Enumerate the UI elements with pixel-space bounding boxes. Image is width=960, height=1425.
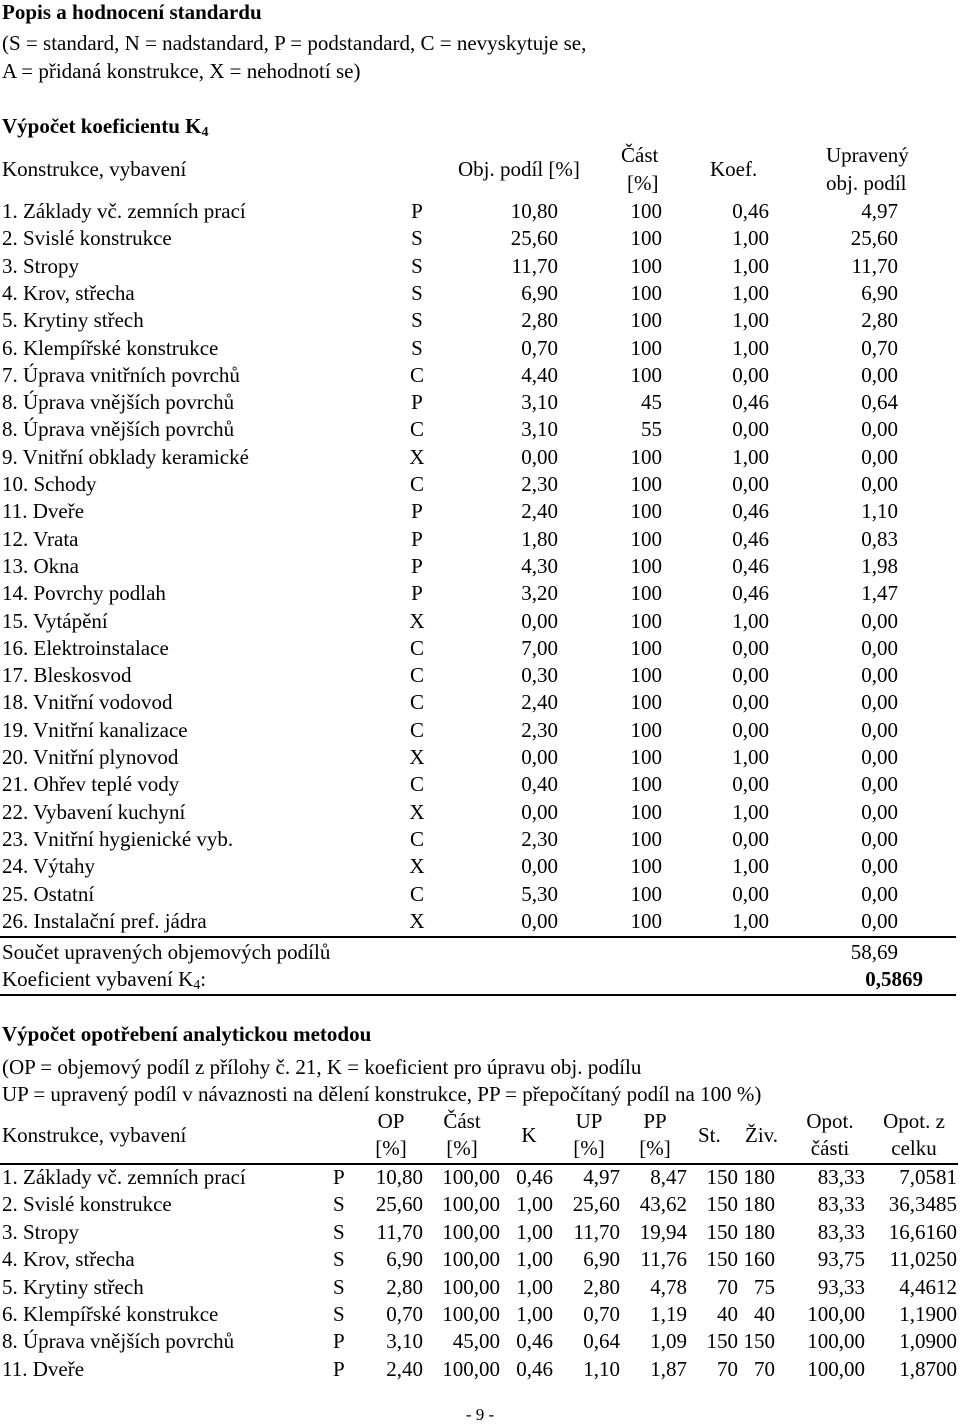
wear-header-pp-2: [%] <box>639 1136 671 1160</box>
k4-cell-standard: C <box>409 635 424 660</box>
k4-cell-koef: 0,46 <box>732 199 769 223</box>
k4-cell-name: 11. Dveře <box>2 499 85 524</box>
k4-cell-cast: 100 <box>630 663 662 688</box>
wear-cell-pp: 19,94 <box>639 1219 687 1244</box>
k4-cell-name: 10. Schody <box>2 472 97 496</box>
k4-cell-koef: 1,00 <box>732 280 769 305</box>
k4-cell-koef: 0,00 <box>732 472 769 496</box>
k4-cell-standard: C <box>409 690 424 715</box>
k4-cell-standard: S <box>411 308 423 333</box>
k4-cell-standard: C <box>409 417 424 442</box>
wear-cell-opot-casti: 93,33 <box>817 1274 865 1299</box>
k4-cell-name: 23. Vnitřní hygienické vyb. <box>2 826 234 851</box>
wear-cell-up: 4,97 <box>583 1165 620 1189</box>
k4-cell-obj: 4,40 <box>521 362 558 387</box>
k4-cell-upraveny: 0,00 <box>861 772 898 797</box>
k4-cell-koef: 1,00 <box>732 444 769 469</box>
k4-cell-koef: 0,00 <box>732 717 769 742</box>
k4-cell-obj: 0,00 <box>521 444 558 469</box>
wear-cell-up: 6,90 <box>583 1247 620 1272</box>
wear-cell-up: 1,10 <box>583 1356 620 1381</box>
wear-cell-standard: S <box>333 1302 345 1326</box>
k4-cell-obj: 2,30 <box>521 717 558 742</box>
wear-cell-op: 10,80 <box>375 1165 423 1189</box>
k4-cell-name: 14. Povrchy podlah <box>2 581 166 606</box>
k4-cell-obj: 6,90 <box>521 280 558 305</box>
k4-cell-koef: 1,00 <box>732 308 769 333</box>
standard-legend-line-1: (S = standard, N = nadstandard, P = podstandard, C = nevyskytuje se, <box>2 31 587 55</box>
k4-cell-upraveny: 0,00 <box>861 826 898 851</box>
k4-cell-name: 26. Instalační pref. jádra <box>2 908 207 933</box>
k4-cell-standard: S <box>411 226 423 251</box>
wear-header-name: Konstrukce, vybavení <box>2 1123 187 1147</box>
k4-cell-obj: 2,80 <box>521 308 558 333</box>
k4-cell-cast: 100 <box>630 854 662 879</box>
wear-cell-up: 2,80 <box>583 1274 620 1299</box>
k4-cell-obj: 0,00 <box>521 608 558 633</box>
k4-cell-koef: 0,00 <box>732 362 769 387</box>
k4-cell-upraveny: 0,00 <box>861 472 898 496</box>
k4-cell-name: 12. Vrata <box>2 526 79 551</box>
wear-cell-standard: P <box>333 1356 345 1381</box>
k4-cell-standard: C <box>409 772 424 797</box>
wear-cell-k: 0,46 <box>516 1356 553 1381</box>
k4-cell-koef: 0,46 <box>732 553 769 578</box>
wear-header-op-1: OP <box>377 1109 405 1133</box>
k4-cell-upraveny: 1,47 <box>861 581 898 606</box>
wear-header-opot-celku-1: Opot. z <box>883 1109 945 1133</box>
k4-header-cast-1: Část <box>621 143 659 167</box>
k4-cell-upraveny: 0,00 <box>861 417 898 442</box>
k4-cell-cast: 100 <box>630 826 662 851</box>
k4-cell-obj: 3,10 <box>521 390 558 415</box>
k4-cell-standard: X <box>409 444 425 469</box>
k4-cell-cast: 100 <box>630 280 662 305</box>
k4-cell-name: 21. Ohřev teplé vody <box>2 772 180 797</box>
wear-cell-k: 1,00 <box>516 1274 553 1299</box>
wear-cell-ziv: 180 <box>743 1219 775 1244</box>
k4-coef-rule <box>0 994 956 996</box>
k4-header-cast-2: [%] <box>627 171 659 195</box>
k4-cell-name: 6. Klempířské konstrukce <box>2 335 219 360</box>
wear-cell-cast: 100,00 <box>442 1274 500 1299</box>
wear-cell-k: 1,00 <box>516 1247 553 1272</box>
k4-cell-standard: S <box>411 335 423 360</box>
k4-cell-name: 18. Vnitřní vodovod <box>2 690 173 715</box>
k4-cell-standard: P <box>411 390 423 415</box>
wear-cell-ziv: 160 <box>743 1247 775 1272</box>
k4-cell-standard: X <box>409 745 425 769</box>
k4-cell-koef: 1,00 <box>732 608 769 633</box>
wear-cell-opot-celku: 16,6160 <box>888 1219 957 1244</box>
k4-cell-name: 24. Výtahy <box>2 854 95 879</box>
k4-header-upraveny-2: obj. podíl <box>826 171 907 195</box>
k4-header-obj: Obj. podíl [%] <box>458 157 580 181</box>
k4-coef-label: Koeficient vybavení $K_4$: <box>2 967 207 993</box>
wear-cell-opot-casti: 83,33 <box>817 1219 865 1244</box>
k4-cell-obj: 1,80 <box>521 526 558 551</box>
k4-cell-koef: 0,00 <box>732 690 769 715</box>
wear-cell-k: 0,46 <box>516 1329 553 1354</box>
wear-cell-opot-celku: 11,0250 <box>889 1247 957 1272</box>
wear-cell-name: 1. Základy vč. zemních prací <box>2 1165 246 1189</box>
wear-cell-up: 0,64 <box>583 1329 620 1354</box>
k4-cell-upraveny: 2,80 <box>861 308 898 333</box>
k4-cell-cast: 55 <box>641 417 662 442</box>
k4-cell-koef: 1,00 <box>732 226 769 251</box>
k4-cell-koef: 1,00 <box>732 335 769 360</box>
k4-cell-upraveny: 0,00 <box>861 690 898 715</box>
wear-cell-k: 1,00 <box>516 1302 553 1326</box>
k4-cell-upraveny: 0,00 <box>861 663 898 688</box>
k4-cell-standard: X <box>409 908 425 933</box>
wear-cell-name: 8. Úprava vnějších povrchů <box>2 1329 235 1354</box>
k4-cell-cast: 100 <box>630 881 662 906</box>
k4-cell-koef: 0,46 <box>732 499 769 524</box>
wear-cell-cast: 100,00 <box>442 1165 500 1189</box>
k4-sum-rule <box>0 936 956 938</box>
k4-cell-upraveny: 4,97 <box>861 199 898 223</box>
k4-cell-obj: 2,40 <box>521 499 558 524</box>
k4-cell-obj: 11,70 <box>511 253 558 278</box>
k4-cell-obj: 2,30 <box>521 472 558 496</box>
section-title-k4: Výpočet koeficientu $K_4$ <box>2 114 209 140</box>
wear-cell-pp: 1,09 <box>650 1329 687 1354</box>
k4-cell-upraveny: 0,00 <box>861 745 898 769</box>
k4-cell-koef: 1,00 <box>732 253 769 278</box>
wear-cell-st: 150 <box>706 1329 738 1354</box>
k4-cell-cast: 100 <box>630 717 662 742</box>
k4-cell-cast: 100 <box>630 335 662 360</box>
k4-coef-value: 0,5869 <box>865 967 923 991</box>
wear-cell-ziv: 180 <box>743 1165 775 1189</box>
k4-cell-standard: C <box>409 362 424 387</box>
k4-cell-koef: 0,46 <box>732 526 769 551</box>
wear-cell-ziv: 150 <box>743 1329 775 1354</box>
k4-cell-upraveny: 0,00 <box>861 717 898 742</box>
wear-cell-k: 1,00 <box>516 1219 553 1244</box>
wear-cell-standard: S <box>333 1247 345 1272</box>
wear-header-k: K <box>521 1123 537 1147</box>
k4-header-koef: Koef. <box>710 157 758 181</box>
k4-cell-upraveny: 0,64 <box>861 390 898 415</box>
k4-cell-obj: 10,80 <box>510 199 558 223</box>
k4-cell-cast: 100 <box>630 908 662 933</box>
wear-cell-op: 25,60 <box>375 1192 423 1217</box>
k4-cell-cast: 100 <box>630 635 662 660</box>
k4-cell-standard: X <box>409 799 425 824</box>
wear-cell-cast: 100,00 <box>442 1247 500 1272</box>
k4-cell-cast: 100 <box>630 499 662 524</box>
wear-cell-standard: S <box>333 1274 345 1299</box>
k4-cell-obj: 0,70 <box>521 335 558 360</box>
k4-cell-standard: C <box>409 472 424 496</box>
wear-cell-op: 6,90 <box>386 1247 423 1272</box>
k4-cell-upraveny: 0,00 <box>861 881 898 906</box>
k4-cell-obj: 7,00 <box>521 635 558 660</box>
k4-cell-upraveny: 0,00 <box>861 908 898 933</box>
wear-cell-ziv: 75 <box>754 1274 775 1299</box>
k4-header-upraveny-1: Upravený <box>826 143 909 167</box>
section-title-standard: Popis a hodnocení standardu <box>2 0 262 24</box>
k4-cell-koef: 1,00 <box>732 908 769 933</box>
k4-cell-name: 13. Okna <box>2 553 79 578</box>
k4-cell-standard: P <box>411 199 423 223</box>
k4-cell-standard: X <box>409 608 425 633</box>
k4-cell-standard: S <box>411 280 423 305</box>
k4-cell-name: 4. Krov, střecha <box>2 280 135 305</box>
k4-cell-name: 19. Vnitřní kanalizace <box>2 717 188 742</box>
k4-cell-name: 20. Vnitřní plynovod <box>2 745 179 769</box>
k4-cell-cast: 100 <box>630 690 662 715</box>
k4-cell-cast: 100 <box>630 553 662 578</box>
k4-cell-obj: 2,30 <box>521 826 558 851</box>
k4-cell-upraveny: 0,00 <box>861 608 898 633</box>
wear-cell-st: 70 <box>717 1356 738 1381</box>
wear-cell-opot-casti: 83,33 <box>817 1192 865 1217</box>
wear-cell-ziv: 40 <box>754 1302 775 1326</box>
wear-cell-cast: 100,00 <box>442 1192 500 1217</box>
k4-cell-upraveny: 0,00 <box>861 854 898 879</box>
k4-cell-upraveny: 1,10 <box>861 499 898 524</box>
k4-cell-obj: 0,40 <box>521 772 558 797</box>
wear-cell-opot-celku: 4,4612 <box>899 1274 957 1299</box>
wear-cell-opot-casti: 100,00 <box>807 1329 865 1354</box>
wear-header-st: St. <box>698 1123 721 1147</box>
k4-cell-obj: 4,30 <box>521 553 558 578</box>
section-title-wear: Výpočet opotřebení analytickou metodou <box>2 1022 372 1046</box>
wear-cell-pp: 4,78 <box>650 1274 687 1299</box>
wear-cell-pp: 8,47 <box>650 1165 687 1189</box>
k4-header-name: Konstrukce, vybavení <box>2 157 187 181</box>
k4-cell-obj: 5,30 <box>521 881 558 906</box>
k4-cell-name: 9. Vnitřní obklady keramické <box>2 444 249 469</box>
wear-header-op-2: [%] <box>375 1136 407 1160</box>
k4-cell-name: 8. Úprava vnějších povrchů <box>2 417 235 442</box>
wear-cell-up: 25,60 <box>572 1192 620 1217</box>
k4-cell-standard: X <box>409 854 425 879</box>
k4-cell-name: 16. Elektroinstalace <box>2 635 169 660</box>
k4-cell-upraveny: 0,70 <box>861 335 898 360</box>
k4-cell-standard: C <box>409 826 424 851</box>
wear-cell-st: 150 <box>706 1247 738 1272</box>
wear-cell-name: 6. Klempířské konstrukce <box>2 1302 219 1326</box>
k4-cell-koef: 1,00 <box>732 854 769 879</box>
k4-cell-obj: 0,00 <box>521 908 558 933</box>
k4-cell-cast: 100 <box>630 362 662 387</box>
k4-cell-cast: 100 <box>630 608 662 633</box>
wear-header-pp-1: PP <box>643 1109 667 1133</box>
k4-cell-obj: 0,00 <box>521 854 558 879</box>
k4-cell-name: 25. Ostatní <box>2 881 95 906</box>
wear-cell-st: 40 <box>717 1302 738 1326</box>
wear-cell-name: 5. Krytiny střech <box>2 1274 144 1299</box>
wear-header-cast-2: [%] <box>446 1136 478 1160</box>
wear-cell-opot-casti: 100,00 <box>807 1356 865 1381</box>
wear-cell-cast: 100,00 <box>442 1302 500 1326</box>
k4-cell-obj: 3,10 <box>521 417 558 442</box>
k4-cell-obj: 25,60 <box>510 226 558 251</box>
k4-cell-upraveny: 0,00 <box>861 444 898 469</box>
k4-cell-obj: 3,20 <box>521 581 558 606</box>
k4-cell-standard: P <box>411 581 423 606</box>
k4-cell-upraveny: 0,00 <box>861 799 898 824</box>
wear-cell-op: 0,70 <box>386 1302 423 1326</box>
wear-cell-name: 2. Svislé konstrukce <box>2 1192 172 1217</box>
k4-cell-name: 15. Vytápění <box>2 608 108 633</box>
k4-cell-upraveny: 0,00 <box>861 362 898 387</box>
k4-cell-name: 7. Úprava vnitřních povrchů <box>2 362 240 387</box>
k4-cell-cast: 100 <box>630 199 662 223</box>
wear-cell-opot-celku: 1,8700 <box>899 1356 957 1381</box>
wear-cell-name: 4. Krov, střecha <box>2 1247 135 1272</box>
wear-legend-line-2: UP = upravený podíl v návaznosti na dělení konstrukce, PP = přepočítaný podíl na 100 %) <box>2 1082 762 1106</box>
k4-cell-standard: C <box>409 717 424 742</box>
k4-cell-cast: 100 <box>630 472 662 496</box>
k4-cell-koef: 0,00 <box>732 881 769 906</box>
wear-cell-pp: 1,87 <box>650 1356 687 1381</box>
wear-header-ziv: Živ. <box>745 1123 779 1147</box>
wear-cell-op: 2,80 <box>386 1274 423 1299</box>
k4-cell-standard: P <box>411 553 423 578</box>
wear-cell-opot-celku: 1,1900 <box>899 1302 957 1326</box>
k4-cell-standard: C <box>409 663 424 688</box>
k4-cell-standard: P <box>411 499 423 524</box>
k4-cell-koef: 1,00 <box>732 745 769 769</box>
k4-cell-obj: 0,00 <box>521 799 558 824</box>
wear-legend-line-1: (OP = objemový podíl z přílohy č. 21, K = koeficient pro úpravu obj. podílu <box>2 1055 642 1079</box>
k4-cell-koef: 0,46 <box>732 390 769 415</box>
wear-cell-up: 11,70 <box>573 1219 620 1244</box>
wear-cell-opot-celku: 36,3485 <box>888 1192 957 1217</box>
wear-cell-standard: P <box>333 1329 345 1354</box>
wear-cell-cast: 100,00 <box>442 1356 500 1381</box>
k4-cell-cast: 100 <box>630 253 662 278</box>
k4-cell-name: 8. Úprava vnějších povrchů <box>2 390 235 415</box>
wear-cell-st: 150 <box>706 1192 738 1217</box>
k4-cell-obj: 0,30 <box>521 663 558 688</box>
wear-cell-opot-casti: 93,75 <box>817 1247 865 1272</box>
wear-cell-pp: 1,19 <box>650 1302 687 1326</box>
wear-cell-k: 1,00 <box>516 1192 553 1217</box>
wear-cell-opot-casti: 83,33 <box>817 1165 865 1189</box>
k4-cell-cast: 100 <box>630 226 662 251</box>
k4-cell-cast: 100 <box>630 444 662 469</box>
k4-cell-standard: C <box>409 881 424 906</box>
wear-cell-cast: 100,00 <box>442 1219 500 1244</box>
k4-cell-name: 3. Stropy <box>2 253 80 278</box>
k4-cell-koef: 0,00 <box>732 635 769 660</box>
k4-cell-cast: 100 <box>630 772 662 797</box>
wear-cell-ziv: 70 <box>754 1356 775 1381</box>
k4-cell-cast: 100 <box>630 581 662 606</box>
wear-cell-opot-celku: 7,0581 <box>899 1165 957 1189</box>
wear-cell-op: 11,70 <box>376 1219 423 1244</box>
k4-cell-name: 5. Krytiny střech <box>2 308 144 333</box>
k4-cell-koef: 0,00 <box>732 417 769 442</box>
wear-header-up-2: [%] <box>573 1136 605 1160</box>
wear-cell-k: 0,46 <box>516 1165 553 1189</box>
k4-cell-koef: 0,00 <box>732 772 769 797</box>
wear-cell-name: 3. Stropy <box>2 1219 80 1244</box>
wear-header-opot-celku-2: celku <box>891 1136 937 1160</box>
wear-header-cast-1: Část <box>443 1109 481 1133</box>
wear-cell-standard: S <box>333 1219 345 1244</box>
wear-cell-opot-casti: 100,00 <box>807 1302 865 1326</box>
k4-cell-upraveny: 25,60 <box>850 226 898 251</box>
wear-cell-op: 2,40 <box>386 1356 423 1381</box>
k4-cell-name: 22. Vybavení kuchyní <box>2 799 186 824</box>
wear-header-up-1: UP <box>575 1109 603 1133</box>
k4-cell-cast: 45 <box>641 390 662 415</box>
k4-cell-upraveny: 11,70 <box>851 253 898 278</box>
k4-cell-cast: 100 <box>630 799 662 824</box>
page-number: - 9 - <box>465 1405 495 1424</box>
wear-header-opot-casti-2: části <box>810 1136 850 1160</box>
k4-cell-upraveny: 0,00 <box>861 635 898 660</box>
k4-cell-upraveny: 6,90 <box>861 280 898 305</box>
wear-header-opot-casti-1: Opot. <box>806 1109 854 1133</box>
wear-cell-st: 150 <box>706 1165 738 1189</box>
k4-cell-koef: 0,46 <box>732 581 769 606</box>
wear-cell-cast: 45,00 <box>452 1329 500 1354</box>
k4-cell-cast: 100 <box>630 308 662 333</box>
k4-sum-value: 58,69 <box>850 940 898 964</box>
k4-cell-name: 1. Základy vč. zemních prací <box>2 199 246 223</box>
wear-cell-standard: S <box>333 1192 345 1217</box>
wear-cell-name: 11. Dveře <box>2 1356 85 1381</box>
k4-cell-name: 17. Bleskosvod <box>2 663 132 688</box>
wear-cell-ziv: 180 <box>743 1192 775 1217</box>
k4-cell-obj: 2,40 <box>521 690 558 715</box>
k4-cell-standard: S <box>411 253 423 278</box>
wear-cell-st: 150 <box>706 1219 738 1244</box>
k4-sum-label: Součet upravených objemových podílů <box>2 940 331 964</box>
wear-cell-standard: P <box>333 1165 345 1189</box>
k4-cell-cast: 100 <box>630 745 662 769</box>
wear-cell-op: 3,10 <box>386 1329 423 1354</box>
k4-cell-upraveny: 1,98 <box>861 553 898 578</box>
k4-cell-cast: 100 <box>630 526 662 551</box>
k4-cell-koef: 1,00 <box>732 799 769 824</box>
standard-legend-line-2: A = přidaná konstrukce, X = nehodnotí se) <box>2 59 361 83</box>
wear-cell-st: 70 <box>717 1274 738 1299</box>
wear-cell-opot-celku: 1,0900 <box>899 1329 957 1354</box>
k4-cell-koef: 0,00 <box>732 826 769 851</box>
k4-cell-obj: 0,00 <box>521 745 558 769</box>
wear-cell-pp: 11,76 <box>640 1247 687 1272</box>
k4-cell-koef: 0,00 <box>732 663 769 688</box>
wear-cell-up: 0,70 <box>583 1302 620 1326</box>
k4-cell-standard: P <box>411 526 423 551</box>
wear-cell-pp: 43,62 <box>639 1192 687 1217</box>
k4-cell-name: 2. Svislé konstrukce <box>2 226 172 251</box>
k4-cell-upraveny: 0,83 <box>861 526 898 551</box>
